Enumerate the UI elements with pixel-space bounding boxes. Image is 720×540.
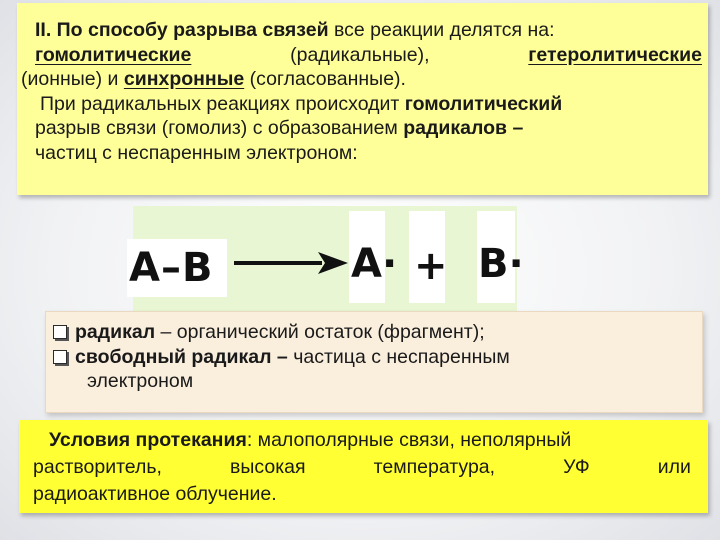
heading-rest: все реакции делятся на:: [328, 19, 555, 41]
box1-line-2: [35, 43, 702, 68]
conditions-word: УФ: [563, 456, 590, 478]
radicals-bold: радикалов –: [403, 117, 524, 139]
conditions-word: или: [657, 456, 691, 478]
heading-bold: II. По способу разрыва связей: [35, 19, 329, 41]
ionic-note: (ионные) и: [21, 68, 124, 90]
checkbox-bullet-icon: [53, 350, 67, 364]
conditions-line-3: радиоактивное облучение.: [33, 483, 277, 505]
box1-line-6: [35, 141, 358, 166]
radical-reactions-text: При радикальных реакциях происходит: [40, 92, 405, 115]
conditions-word: температура,: [373, 456, 496, 478]
conditions-word: высокая: [230, 456, 306, 478]
box1-line-5: [35, 116, 523, 141]
term-free-radical: свободный радикал –: [75, 346, 288, 368]
checkbox-bullet-icon: [53, 325, 67, 339]
box1-line-3: [21, 67, 406, 92]
definitions-box: [45, 311, 703, 413]
term-homolytic: гомолитические: [35, 43, 192, 66]
box1-line-4: [40, 92, 562, 117]
reaction-arrow-icon: [230, 249, 350, 277]
reaction-scheme: [127, 211, 524, 303]
homolysis-text: разрыв связи (гомолиз) с образованием: [35, 117, 404, 139]
free-radical-definition-cont: электроном: [87, 370, 194, 392]
homolytic-bold: гомолитический: [404, 92, 563, 115]
conditions-box: [19, 420, 708, 513]
classification-box: [17, 3, 708, 195]
definition-item-radical: [53, 320, 485, 344]
free-radical-definition: частица с неспаренным: [287, 346, 510, 368]
conditions-word: растворитель,: [33, 456, 162, 478]
conditions-line-1: [49, 427, 571, 454]
conditions-line-2: [33, 454, 691, 481]
unpaired-electron-text: частиц с неспаренным электроном:: [35, 141, 358, 164]
radical-definition: – органический остаток (фрагмент);: [155, 321, 485, 343]
conditions-label: Условия протекания: [49, 429, 247, 451]
definition-item-free-radical: [53, 345, 510, 369]
term-radical: радикал: [75, 321, 156, 343]
plus-sign: +: [414, 243, 448, 289]
reactant-formula: A–B: [129, 245, 214, 291]
product-b-formula: B·: [478, 241, 524, 287]
term-radical-note: (радикальные),: [290, 43, 430, 66]
term-synchronous: синхронные: [123, 68, 245, 90]
term-heterolytic: гетеролитические: [528, 43, 702, 66]
product-a-formula: A·: [351, 241, 398, 287]
concerted-note: (согласованные).: [244, 68, 406, 90]
box1-line-1: [35, 18, 555, 43]
conditions-text-1: : малополярные связи, неполярный: [246, 429, 572, 451]
